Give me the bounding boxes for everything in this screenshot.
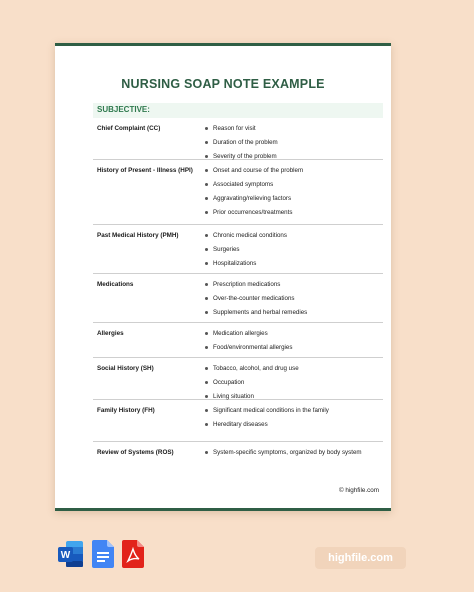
table-row — [93, 400, 383, 442]
list-item: Tobacco, alcohol, and drug use — [203, 364, 383, 378]
row-label: Medications — [97, 281, 134, 288]
table-row — [93, 225, 383, 274]
list-item: Over-the-counter medications — [203, 294, 383, 308]
list-item: Onset and course of the problem — [203, 166, 383, 180]
list-item: Duration of the problem — [203, 138, 383, 152]
document-title: NURSING SOAP NOTE EXAMPLE — [121, 77, 325, 91]
row-label: Chief Complaint (CC) — [97, 125, 161, 132]
table-row — [93, 274, 383, 323]
row-items — [203, 118, 383, 159]
list-item: Occupation — [203, 378, 383, 392]
row-label: Allergies — [97, 330, 124, 337]
table-row — [93, 323, 383, 358]
soap-table — [93, 118, 383, 464]
row-label: Past Medical History (PMH) — [97, 232, 179, 239]
row-label: Social History (SH) — [97, 365, 154, 372]
list-item: Food/environmental allergies — [203, 343, 383, 357]
list-item: Surgeries — [203, 245, 383, 259]
list-item: Reason for visit — [203, 124, 383, 138]
list-item: System-specific symptoms, organized by body system — [203, 448, 383, 462]
document-sheet — [55, 43, 391, 511]
row-items — [203, 323, 383, 357]
row-label: Review of Systems (ROS) — [97, 449, 174, 456]
list-item: Associated symptoms — [203, 180, 383, 194]
row-items — [203, 442, 383, 464]
list-item: Medication allergies — [203, 329, 383, 343]
list-item: Aggravating/relieving factors — [203, 194, 383, 208]
row-items — [203, 160, 383, 224]
row-items — [203, 358, 383, 399]
table-row — [93, 358, 383, 400]
list-item: Chronic medical conditions — [203, 231, 383, 245]
list-item: Prior occurrences/treatments — [203, 208, 383, 222]
list-item: Hereditary diseases — [203, 420, 383, 434]
row-items — [203, 274, 383, 322]
row-label: Family History (FH) — [97, 407, 155, 414]
row-label: History of Present - Illness (HPI) — [97, 167, 193, 174]
list-item: Prescription medications — [203, 280, 383, 294]
row-items — [203, 225, 383, 273]
list-item: Significant medical conditions in the family — [203, 406, 383, 420]
pdf-icon[interactable] — [122, 540, 144, 573]
svg-text:W: W — [60, 550, 71, 561]
table-row — [93, 160, 383, 225]
table-row — [93, 442, 383, 464]
copyright: © highfile.com — [339, 487, 379, 494]
list-item: Living situation — [203, 392, 383, 406]
google-docs-icon[interactable] — [92, 540, 114, 573]
list-item: Supplements and herbal remedies — [203, 308, 383, 322]
table-row — [93, 118, 383, 160]
list-item: Severity of the problem — [203, 152, 383, 166]
section-label: SUBJECTIVE: — [97, 105, 150, 114]
section-header — [93, 103, 383, 118]
brand-watermark: highfile.com — [315, 547, 406, 569]
list-item: Hospitalizations — [203, 259, 383, 273]
row-items — [203, 400, 383, 441]
word-icon[interactable] — [58, 540, 84, 573]
